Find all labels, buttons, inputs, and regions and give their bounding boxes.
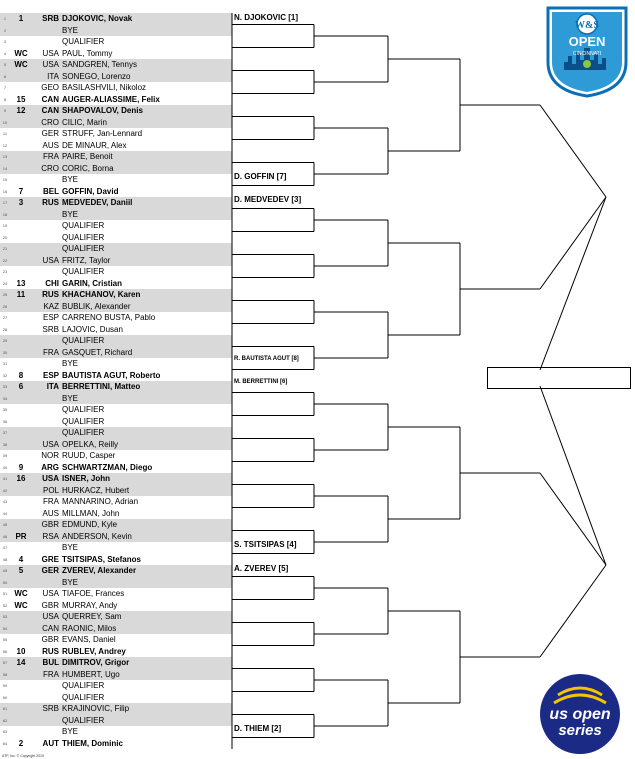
draw-position: 15 xyxy=(2,177,8,182)
draw-position: 4 xyxy=(3,50,7,56)
draw-position: 31 xyxy=(2,361,8,366)
draw-position: 20 xyxy=(2,234,8,240)
country-code: CHI xyxy=(45,278,59,288)
player-name: DJOKOVIC, Novak xyxy=(62,14,133,23)
section-winner: D. THIEM [2] xyxy=(234,724,282,733)
player-name: QUALIFIER xyxy=(62,692,105,702)
player-name: QUALIFIER xyxy=(62,221,105,230)
draw-position: 49 xyxy=(2,568,8,573)
draw-position: 52 xyxy=(2,602,8,608)
country-code: GEO xyxy=(41,83,59,92)
draw-position: 60 xyxy=(2,694,8,700)
logo-open-text: OPEN xyxy=(568,34,606,49)
player-name: MURRAY, Andy xyxy=(62,600,118,610)
player-name: FRITZ, Taylor xyxy=(62,255,111,265)
draw-position: 58 xyxy=(2,671,8,677)
player-name: BAUTISTA AGUT, Roberto xyxy=(62,370,161,380)
draw-position: 47 xyxy=(2,545,8,550)
country-code: USA xyxy=(42,612,59,621)
draw-position: 37 xyxy=(2,430,8,435)
country-code: BEL xyxy=(43,186,59,196)
draw-position: 1 xyxy=(3,16,7,21)
seed: PR xyxy=(15,531,27,541)
player-name: CORIC, Borna xyxy=(62,163,114,173)
logo-series-text: series xyxy=(558,722,602,739)
country-code: GBR xyxy=(41,600,59,610)
player-name: QUALIFIER xyxy=(62,244,105,253)
copyright-footer: ATP, Inc. © Copyright 2019 xyxy=(2,754,44,758)
country-code: RUS xyxy=(42,290,59,299)
seed: 9 xyxy=(18,462,24,472)
country-code: ITA xyxy=(47,71,59,81)
player-name: GOFFIN, David xyxy=(62,186,119,196)
country-code: SRB xyxy=(42,324,59,334)
draw-position: 63 xyxy=(2,729,8,734)
seed: 4 xyxy=(18,554,24,564)
player-name: QUERREY, Sam xyxy=(62,612,122,621)
player-name: SCHWARTZMAN, Diego xyxy=(62,462,153,472)
player-name: BYE xyxy=(62,393,79,403)
draw-position: 22 xyxy=(2,257,8,263)
draw-position: 50 xyxy=(2,579,8,585)
draw-position: 23 xyxy=(2,269,8,274)
seed: 2 xyxy=(18,738,24,748)
section-winner: R. BAUTISTA AGUT [8] xyxy=(234,356,299,362)
draw-position: 59 xyxy=(2,683,8,688)
seed: 6 xyxy=(18,382,24,391)
player-name: PAUL, Tommy xyxy=(62,48,113,58)
player-name: BERRETTINI, Matteo xyxy=(62,382,141,391)
draw-position: 30 xyxy=(2,349,8,355)
draw-position: 61 xyxy=(2,706,8,711)
draw-position: 56 xyxy=(2,648,8,654)
country-code: SRB xyxy=(42,14,59,23)
draw-position: 48 xyxy=(2,556,8,562)
bracket-line xyxy=(540,473,606,565)
draw-position: 8 xyxy=(3,96,7,102)
logo-ball xyxy=(583,60,591,68)
draw-position: 28 xyxy=(2,326,8,332)
country-code: FRA xyxy=(43,669,59,679)
draw-position: 44 xyxy=(2,510,8,516)
draw-position: 36 xyxy=(2,418,8,424)
country-code: GER xyxy=(41,566,59,575)
country-code: CAN xyxy=(42,623,59,633)
draw-position: 13 xyxy=(2,154,8,159)
draw-position: 53 xyxy=(2,614,8,619)
draw-position: 19 xyxy=(2,223,8,228)
seed: 7 xyxy=(18,186,24,196)
draw-position: 6 xyxy=(3,73,7,79)
country-code: SRB xyxy=(42,704,59,713)
seed: WC xyxy=(14,60,28,69)
draw-position: 41 xyxy=(2,476,8,481)
seed: 14 xyxy=(16,658,26,667)
section-winner: N. DJOKOVIC [1] xyxy=(234,13,299,22)
player-name: ISNER, John xyxy=(62,474,111,483)
draw-position: 2 xyxy=(3,27,7,33)
player-name: QUALIFIER xyxy=(62,405,105,414)
draw-position: 57 xyxy=(2,660,8,665)
player-name: BYE xyxy=(62,727,79,736)
country-code: CAN xyxy=(41,106,59,115)
country-code: CAN xyxy=(41,94,59,104)
draw-position: 11 xyxy=(2,131,8,136)
country-code: FRA xyxy=(43,347,59,357)
draw-position: 46 xyxy=(2,533,8,539)
draw-position: 25 xyxy=(2,292,8,297)
draw-position: 7 xyxy=(3,85,7,90)
player-name: STRUFF, Jan-Lennard xyxy=(62,129,143,138)
player-name: DE MINAUR, Alex xyxy=(62,140,127,150)
country-code: GBR xyxy=(41,635,59,644)
player-name: QUALIFIER xyxy=(62,416,105,426)
player-name: QUALIFIER xyxy=(62,336,105,345)
player-name: LAJOVIC, Dusan xyxy=(62,324,123,334)
seed: WC xyxy=(14,589,28,598)
bracket-line xyxy=(540,197,606,370)
country-code: ARG xyxy=(41,462,59,472)
draw-position: 64 xyxy=(2,740,8,746)
seed: 8 xyxy=(18,370,24,380)
seed: 12 xyxy=(16,106,26,115)
player-name: KRAJINOVIC, Filip xyxy=(62,704,130,713)
country-code: RUS xyxy=(42,646,59,656)
draw-position: 24 xyxy=(2,280,8,286)
player-name: BYE xyxy=(62,175,79,184)
draw-position: 38 xyxy=(2,441,8,447)
draw-position: 34 xyxy=(2,395,8,401)
country-code: POL xyxy=(42,485,59,495)
player-name: RAONIC, Milos xyxy=(62,623,117,633)
country-code: AUT xyxy=(42,738,59,748)
draw-position: 42 xyxy=(2,487,8,493)
country-code: USA xyxy=(42,439,59,449)
draw-position: 9 xyxy=(3,108,7,113)
player-name: HURKACZ, Hubert xyxy=(62,485,130,495)
country-code: BUL xyxy=(42,658,59,667)
player-name: EVANS, Daniel xyxy=(62,635,116,644)
draw-position: 17 xyxy=(2,200,8,205)
country-code: FRA xyxy=(43,152,59,161)
player-name: TSITSIPAS, Stefanos xyxy=(62,554,141,564)
draw-position: 55 xyxy=(2,637,8,642)
draw-position: 12 xyxy=(2,142,8,148)
us-open-series-logo xyxy=(536,673,624,755)
country-code: RSA xyxy=(42,531,59,541)
seed: 5 xyxy=(18,566,24,575)
player-name: OPELKA, Reilly xyxy=(62,439,119,449)
seed: 10 xyxy=(16,646,26,656)
player-name: MEDVEDEV, Daniil xyxy=(62,198,133,207)
player-name: QUALIFIER xyxy=(62,267,105,276)
player-name: GARIN, Cristian xyxy=(62,278,123,288)
draw-position: 62 xyxy=(2,717,8,723)
country-code: NOR xyxy=(41,451,59,460)
player-name: CARRENO BUSTA, Pablo xyxy=(62,313,156,322)
country-code: USA xyxy=(42,589,59,598)
bracket-line xyxy=(540,386,606,565)
player-name: QUALIFIER xyxy=(62,715,105,725)
draw-position: 10 xyxy=(2,119,8,125)
country-code: GBR xyxy=(41,520,59,529)
seed: 11 xyxy=(16,290,26,299)
player-name: DIMITROV, Grigor xyxy=(62,658,130,667)
player-name: PAIRE, Benoit xyxy=(62,152,113,161)
draw-position: 43 xyxy=(2,499,8,504)
logo-cincinnati-text: CINCINNATI xyxy=(572,51,602,57)
section-winner: A. ZVEREV [5] xyxy=(234,564,289,573)
bracket-line xyxy=(540,565,606,657)
draw-position: 40 xyxy=(2,464,8,470)
player-name: EDMUND, Kyle xyxy=(62,520,118,529)
seed: 15 xyxy=(16,94,26,104)
player-name: SONEGO, Lorenzo xyxy=(62,71,131,81)
draw-position: 16 xyxy=(2,188,8,194)
draw-position: 45 xyxy=(2,522,8,527)
section-winner: S. TSITSIPAS [4] xyxy=(234,540,297,549)
player-name: MILLMAN, John xyxy=(62,508,120,518)
draw-position: 29 xyxy=(2,338,8,343)
country-code: USA xyxy=(42,60,59,69)
seed: WC xyxy=(14,600,28,610)
country-code: AUS xyxy=(42,140,59,150)
seed: 16 xyxy=(16,474,26,483)
player-name: BYE xyxy=(62,577,79,587)
player-name: ZVEREV, Alexander xyxy=(62,566,137,575)
player-name: BASILASHVILI, Nikoloz xyxy=(62,83,147,92)
seed: 3 xyxy=(18,198,24,207)
player-name: ANDERSON, Kevin xyxy=(62,531,132,541)
player-name: BYE xyxy=(62,543,79,552)
draw-position: 51 xyxy=(2,591,8,596)
country-code: USA xyxy=(42,255,59,265)
seed: 13 xyxy=(16,278,26,288)
bracket-line xyxy=(540,105,606,197)
player-name: BYE xyxy=(62,359,79,368)
draw-position: 33 xyxy=(2,384,8,389)
player-name: TIAFOE, Frances xyxy=(62,589,125,598)
draw-position: 39 xyxy=(2,453,8,458)
player-name: BYE xyxy=(62,209,79,219)
country-code: ESP xyxy=(42,313,59,322)
country-code: AUS xyxy=(42,508,59,518)
player-name: QUALIFIER xyxy=(62,428,105,437)
player-name: HUMBERT, Ugo xyxy=(62,669,120,679)
logo-monogram: W&S xyxy=(575,20,599,31)
country-code: USA xyxy=(42,48,59,58)
player-name: BUBLIK, Alexander xyxy=(62,301,131,311)
player-name: AUGER-ALIASSIME, Felix xyxy=(62,94,160,104)
logo-us-open-text: us open xyxy=(549,706,611,723)
country-code: CRO xyxy=(41,117,59,127)
draw-position: 3 xyxy=(3,39,7,44)
draw-position: 54 xyxy=(2,625,8,631)
country-code: ESP xyxy=(42,370,59,380)
player-name: MANNARINO, Adrian xyxy=(62,497,139,506)
player-name: SHAPOVALOV, Denis xyxy=(62,106,143,115)
country-code: GRE xyxy=(41,554,59,564)
player-name: GASQUET, Richard xyxy=(62,347,133,357)
seed: 1 xyxy=(18,14,24,23)
draw-position: 5 xyxy=(3,62,7,67)
draw-position: 32 xyxy=(2,372,8,378)
country-code: GER xyxy=(41,129,59,138)
player-name: CILIC, Marin xyxy=(62,117,107,127)
country-code: USA xyxy=(42,474,59,483)
country-code: RUS xyxy=(42,198,59,207)
section-winner: M. BERRETTINI [6] xyxy=(234,379,288,385)
player-name: SANDGREN, Tennys xyxy=(62,60,137,69)
player-name: QUALIFIER xyxy=(62,232,105,242)
country-code: ITA xyxy=(46,382,59,391)
draw-position: 21 xyxy=(2,246,8,251)
country-code: CRO xyxy=(41,163,59,173)
draw-position: 35 xyxy=(2,407,8,412)
player-name: QUALIFIER xyxy=(62,37,105,46)
country-code: KAZ xyxy=(43,301,59,311)
player-name: KHACHANOV, Karen xyxy=(62,290,141,299)
country-code: FRA xyxy=(43,497,59,506)
draw-position: 14 xyxy=(2,165,8,171)
draw-position: 26 xyxy=(2,303,8,309)
draw-position: 18 xyxy=(2,211,8,217)
section-winner: D. GOFFIN [7] xyxy=(234,172,287,181)
player-name: QUALIFIER xyxy=(62,681,105,690)
section-winner: D. MEDVEDEV [3] xyxy=(234,195,302,204)
western-southern-open-logo xyxy=(544,4,630,98)
champion-box xyxy=(487,367,631,389)
player-name: RUUD, Casper xyxy=(62,451,116,460)
seed: WC xyxy=(14,48,28,58)
player-name: BYE xyxy=(62,25,79,35)
draw-position: 27 xyxy=(2,315,8,320)
player-name: RUBLEV, Andrey xyxy=(62,646,126,656)
bracket-line xyxy=(540,197,606,289)
player-name: THIEM, Dominic xyxy=(62,738,123,748)
